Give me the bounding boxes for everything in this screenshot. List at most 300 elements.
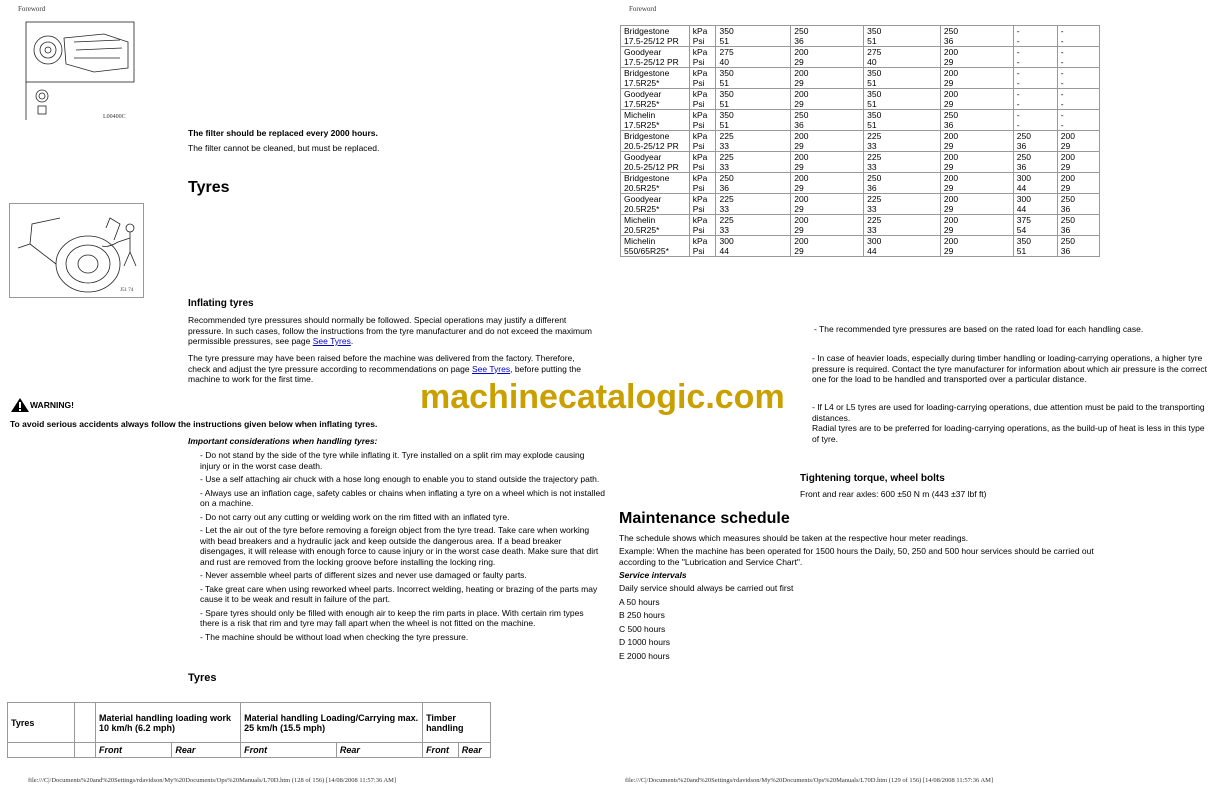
tyre-name-cell — [621, 215, 690, 236]
pressure-cell — [940, 173, 1013, 194]
tyre-name-line: Michelin — [624, 215, 656, 225]
interval-item: D 1000 hours — [619, 637, 671, 647]
inflating-tyres-heading: Inflating tyres — [188, 298, 254, 309]
interval-item: E 2000 hours — [619, 650, 670, 661]
pressure-value: 29 — [943, 225, 954, 235]
pressure-value: 36 — [1016, 141, 1027, 151]
pressure-value: 200 — [943, 236, 959, 246]
pressure-value: 200 — [943, 131, 959, 141]
pressure-value: 29 — [943, 78, 954, 88]
para2-text: The tyre pressure may have been raised before the machine was delivered from the factory. Therefore, check and adjust the tyre pressure according to recommendations on page — [188, 353, 575, 374]
pressure-value: 29 — [943, 141, 954, 151]
blank-cell — [8, 743, 75, 758]
bullet-item: - Do not stand by the side of the tyre while inflating it. Tyre installed on a split rim may explode causing injury or in the worst case death. — [200, 450, 585, 471]
col-unit — [75, 703, 96, 743]
pressure-value: 51 — [719, 120, 729, 130]
tyre-name-cell — [621, 68, 690, 89]
pressure-value: 350 — [719, 110, 734, 120]
bullet-item: - Never assemble wheel parts of different sizes and never use damaged or faulty parts. — [200, 570, 527, 580]
pressure-cell — [864, 131, 941, 152]
pressure-cell — [864, 215, 941, 236]
page-footer-right: file:///C|/Documents%20and%20Settings/rdavidson/My%20Documents/Ops%20Manuals/L70D.htm (129 of 156) [14/08/2008 11:57:36 AM] — [625, 777, 994, 784]
pressure-cell — [940, 131, 1013, 152]
pressure-value: 225 — [719, 215, 734, 225]
pressure-cell — [864, 26, 941, 47]
pressure-value: 225 — [867, 152, 882, 162]
pressure-cell — [716, 131, 791, 152]
pressure-value: 200 — [794, 215, 809, 225]
maintenance-text-1: The schedule shows which measures should be taken at the respective hour meter readings. — [619, 533, 969, 543]
pressure-value: - — [1060, 47, 1064, 57]
pressure-value: 200 — [794, 173, 809, 183]
pressure-cell — [1013, 194, 1057, 215]
pressure-value: 300 — [1016, 173, 1031, 183]
pressure-value: - — [1016, 120, 1020, 130]
pressure-value: 200 — [943, 47, 959, 57]
tyre-name-line: Bridgestone — [624, 173, 670, 183]
pressure-row — [621, 68, 1100, 89]
pressure-cell — [716, 194, 791, 215]
pressure-cell — [864, 47, 941, 68]
pressure-cell — [1013, 173, 1057, 194]
tyre-name-cell — [621, 47, 690, 68]
col-timber: Timber handling — [423, 703, 491, 743]
pressure-value: 225 — [719, 152, 734, 162]
pressure-value: 200 — [1060, 152, 1075, 162]
pressure-cell — [1013, 215, 1057, 236]
pressure-cell — [1013, 131, 1057, 152]
unit-cell — [689, 110, 716, 131]
tyre-name-line: 20.5R25* — [624, 204, 660, 214]
tyre-name-line: Bridgestone — [624, 68, 670, 78]
pressure-value: - — [1016, 47, 1020, 57]
unit-cell — [689, 236, 716, 257]
pressure-value: 275 — [867, 47, 882, 57]
pressure-cell — [1013, 152, 1057, 173]
pressure-value: 300 — [1016, 194, 1031, 204]
pressure-value: 250 — [794, 110, 809, 120]
pressure-cell — [864, 110, 941, 131]
pressure-value: 225 — [719, 194, 734, 204]
pressure-cell — [791, 152, 864, 173]
pressure-row — [621, 89, 1100, 110]
pressure-value: 51 — [867, 78, 877, 88]
pressure-cell — [791, 215, 864, 236]
pressure-cell — [1057, 152, 1099, 173]
pressure-cell — [1057, 215, 1099, 236]
pressure-value: 44 — [719, 246, 729, 256]
page-footer-left: file:///C|/Documents%20and%20Settings/rdavidson/My%20Documents/Ops%20Manuals/L70D.htm (128 of 156) [14/08/2008 11:57:36 AM] — [28, 777, 397, 784]
pressure-value: 36 — [867, 183, 877, 193]
pressure-cell — [1057, 26, 1099, 47]
pressure-cell — [1057, 194, 1099, 215]
pressure-value: 36 — [1016, 162, 1027, 172]
unit-cell — [689, 26, 716, 47]
unit-cell — [689, 68, 716, 89]
see-tyres-link-2[interactable]: See Tyres — [471, 363, 511, 374]
pressure-value: 225 — [867, 131, 882, 141]
tyre-inflation-drawing-icon — [10, 204, 143, 297]
pressure-value: 225 — [867, 194, 882, 204]
pressure-value: 350 — [719, 89, 734, 99]
front-header: Front — [96, 743, 172, 758]
pressure-value: 51 — [867, 36, 877, 46]
pressure-value: 200 — [794, 47, 809, 57]
pressure-cell — [1057, 47, 1099, 68]
col-loading: Material handling loading work 10 km/h (6.2 mph) — [96, 703, 241, 743]
pressure-value: 51 — [719, 36, 729, 46]
maintenance-text-2: Example: When the machine has been operated for 1500 hours the Daily, 50, 250 and 500 hour services should be carried out according to the "Lubrication and Service Chart". — [619, 546, 1094, 567]
pressure-value: 200 — [943, 194, 959, 204]
pressure-row — [621, 47, 1100, 68]
note-l4-l5-text: - If L4 or L5 tyres are used for loading-carrying operations, due attention must be paid to the transporting distances. — [812, 402, 1205, 423]
bullet-item: - Always use an inflation cage, safety cables or chains when inflating a tyre on a wheel which is not installed on a machine. — [200, 487, 605, 508]
unit-label: Psi — [692, 120, 705, 130]
pressure-value: - — [1060, 78, 1064, 88]
tyre-name-line: Goodyear — [624, 194, 662, 204]
tyre-name-line: 17.5R25* — [624, 120, 660, 130]
pressure-cell — [716, 26, 791, 47]
page-header-right: Foreword — [629, 5, 657, 13]
see-tyres-link-1[interactable]: See Tyres — [312, 336, 351, 346]
tyre-name-line: 20.5-25/12 PR — [624, 141, 679, 151]
considerations-heading: Important considerations when handling tyres: — [188, 436, 378, 446]
interval-item: B 250 hours — [619, 610, 665, 620]
pressure-value: - — [1016, 57, 1020, 67]
warning-block — [10, 395, 74, 413]
pressure-cell — [1013, 89, 1057, 110]
pressure-cell — [716, 68, 791, 89]
pressure-value: 33 — [867, 204, 877, 214]
pressure-cell — [791, 194, 864, 215]
pressure-value: 29 — [943, 162, 954, 172]
unit-cell — [689, 131, 716, 152]
tyre-name-cell — [621, 89, 690, 110]
pressure-cell — [1057, 131, 1099, 152]
unit-label: Psi — [692, 225, 705, 235]
front-header: Front — [241, 743, 337, 758]
pressure-cell — [940, 215, 1013, 236]
pressure-value: 350 — [867, 89, 882, 99]
tyre-name-line: 20.5-25/12 PR — [624, 162, 679, 172]
inflating-paragraph-1 — [188, 315, 598, 347]
bullet-item: - Spare tyres should only be filled with enough air to keep the rim parts in place. With certain rim types there is a risk that rim and tyre may fall apart when the wheel is not fitted on the machine. — [200, 607, 584, 628]
pressure-value: 36 — [943, 120, 954, 130]
pressure-row — [621, 110, 1100, 131]
pressure-value: 200 — [1060, 131, 1075, 141]
interval-item: A 50 hours — [619, 596, 660, 607]
tyre-name-line: Goodyear — [624, 152, 662, 162]
note-rated-load: - The recommended tyre pressures are based on the rated load for each handling case. — [814, 324, 1144, 334]
pressure-cell — [940, 152, 1013, 173]
para2-end: , before putting the machine to work for the first time. — [188, 363, 581, 384]
pressure-value: 44 — [1016, 183, 1027, 193]
pressure-cell — [1013, 26, 1057, 47]
pressure-value: 200 — [794, 89, 809, 99]
pressure-value: 40 — [867, 57, 877, 67]
para1-end: . — [350, 336, 354, 346]
pressure-value: 200 — [943, 215, 959, 225]
pressure-value: 33 — [867, 141, 877, 151]
tyre-name-line: 17.5R25* — [624, 99, 660, 109]
tyre-name-line: 17.5R25* — [624, 78, 660, 88]
para1-text: Recommended tyre pressures should normally be followed. Special operations may justify a different pressure. In such cases, follow the instructions from the tyre manufacturer and do not exceed the maximum permissible pressures, see page — [188, 315, 592, 346]
pressure-row — [621, 215, 1100, 236]
pressure-cell — [940, 68, 1013, 89]
tyres-heading: Tyres — [188, 179, 230, 196]
pressure-cell — [1057, 236, 1099, 257]
tyre-name-line: 20.5R25* — [624, 183, 660, 193]
pressure-cell — [1057, 89, 1099, 110]
torque-heading: Tightening torque, wheel bolts — [800, 473, 945, 484]
unit-label: Psi — [692, 246, 705, 256]
considerations-list — [200, 450, 605, 645]
pressure-value: 200 — [794, 236, 809, 246]
pressure-value: 33 — [719, 162, 729, 172]
pressure-value: 33 — [719, 204, 729, 214]
tyres-table — [7, 702, 491, 758]
pressure-cell — [791, 236, 864, 257]
pressure-value: 250 — [1060, 194, 1075, 204]
pressure-value: 51 — [867, 99, 877, 109]
pressure-row — [621, 194, 1100, 215]
interval-item: Daily service should always be carried out first — [619, 583, 794, 593]
pressure-value: 36 — [1060, 225, 1071, 235]
unit-cell — [689, 173, 716, 194]
unit-cell — [689, 152, 716, 173]
pressure-cell — [1013, 236, 1057, 257]
pressure-value: 36 — [794, 120, 804, 130]
pressure-cell — [716, 110, 791, 131]
pressure-cell — [791, 131, 864, 152]
pressure-row — [621, 26, 1100, 47]
warning-label: WARNING! — [30, 400, 74, 410]
watermark: machinecatalogic.com — [420, 378, 785, 416]
pressure-value: 29 — [943, 57, 954, 67]
pressure-value: 350 — [719, 68, 734, 78]
pressure-value: 250 — [1016, 131, 1031, 141]
tyre-name-line: 17.5-25/12 PR — [624, 57, 679, 67]
pressure-cell — [864, 236, 941, 257]
pressure-value: 33 — [867, 225, 877, 235]
pressure-value: - — [1060, 68, 1064, 78]
unit-label: kPa — [692, 110, 708, 120]
tyre-name-line: Bridgestone — [624, 131, 670, 141]
pressure-cell — [864, 89, 941, 110]
unit-cell — [689, 215, 716, 236]
pressure-value: 33 — [719, 141, 729, 151]
pressure-value: 51 — [1016, 246, 1027, 256]
pressure-value: - — [1060, 26, 1064, 36]
pressure-value: 29 — [794, 183, 804, 193]
pressure-cell — [940, 110, 1013, 131]
unit-label: Psi — [692, 78, 705, 88]
pressure-value: 250 — [794, 26, 809, 36]
pressure-value: - — [1016, 36, 1020, 46]
pressure-cell — [1013, 110, 1057, 131]
pressure-value: 200 — [794, 131, 809, 141]
pressure-value: - — [1060, 110, 1064, 120]
pressure-value: 350 — [1016, 236, 1031, 246]
pressure-cell — [1057, 110, 1099, 131]
pressure-value: 350 — [867, 110, 882, 120]
tyre-pressure-table — [620, 25, 1100, 257]
pressure-cell — [1057, 173, 1099, 194]
pressure-cell — [791, 173, 864, 194]
pressure-value: 350 — [867, 26, 882, 36]
pressure-row — [621, 236, 1100, 257]
warning-triangle-icon — [10, 397, 30, 413]
pressure-value: - — [1060, 120, 1064, 130]
tyre-name-line: Michelin — [624, 236, 656, 246]
pressure-cell — [716, 173, 791, 194]
unit-label: Psi — [692, 141, 705, 151]
pressure-value: - — [1016, 78, 1020, 88]
tyre-name-line: Michelin — [624, 110, 656, 120]
pressure-value: - — [1016, 110, 1020, 120]
unit-label: kPa — [692, 236, 708, 246]
pressure-cell — [864, 68, 941, 89]
pressure-value: 54 — [1016, 225, 1027, 235]
figure-id-b: J51 74 — [120, 288, 134, 293]
pressure-value: 29 — [794, 78, 804, 88]
unit-label: Psi — [692, 57, 705, 67]
pressure-value: 51 — [867, 120, 877, 130]
bullet-item: - Use a self attaching air chuck with a hose long enough to enable you to stand outside the trajectory path. — [200, 474, 600, 484]
pressure-value: 200 — [943, 152, 959, 162]
pressure-value: 350 — [719, 26, 734, 36]
pressure-value: 300 — [867, 236, 882, 246]
pressure-row — [621, 131, 1100, 152]
unit-cell — [689, 194, 716, 215]
note-radial-text: Radial tyres are to be preferred for loading-carrying operations, as the build-up of heat is less in this type of tyre. — [812, 423, 1205, 444]
unit-cell — [689, 89, 716, 110]
unit-label: kPa — [692, 68, 708, 78]
pressure-value: 225 — [867, 215, 882, 225]
page-header-left: Foreword — [18, 5, 46, 13]
filter-illustration — [24, 20, 136, 124]
pressure-value: 36 — [794, 36, 804, 46]
pressure-value: - — [1060, 57, 1064, 67]
tyre-name-cell — [621, 236, 690, 257]
pressure-value: 51 — [719, 78, 729, 88]
tyre-name-cell — [621, 152, 690, 173]
pressure-cell — [1057, 68, 1099, 89]
pressure-value: - — [1060, 99, 1064, 109]
warning-text: To avoid serious accidents always follow the instructions given below when inflating tyres. — [10, 419, 378, 429]
pressure-value: 275 — [719, 47, 734, 57]
tyre-name-line: 550/65R25* — [624, 246, 669, 256]
col-carrying: Material handling Loading/Carrying max. 25 km/h (15.5 mph) — [241, 703, 423, 743]
figure-id-a: L00400C — [103, 114, 126, 120]
pressure-value: 36 — [719, 183, 729, 193]
pressure-value: 200 — [943, 89, 959, 99]
filter-clean-note: The filter cannot be cleaned, but must be replaced. — [188, 143, 380, 153]
pressure-value: 40 — [719, 57, 729, 67]
pressure-value: 33 — [719, 225, 729, 235]
pressure-cell — [940, 194, 1013, 215]
pressure-value: 250 — [719, 173, 734, 183]
pressure-value: 29 — [794, 162, 804, 172]
unit-cell — [689, 47, 716, 68]
rear-header: Rear — [336, 743, 422, 758]
pressure-value: 29 — [794, 246, 804, 256]
pressure-value: 29 — [943, 99, 954, 109]
bullet-item: - The machine should be without load when checking the tyre pressure. — [200, 631, 469, 642]
pressure-value: 29 — [943, 183, 954, 193]
pressure-cell — [1013, 47, 1057, 68]
pressure-value: 33 — [867, 162, 877, 172]
bullet-item: - Take great care when using reworked wheel parts. Incorrect welding, heating or brazing of the parts may cause it to be weak and result in failure of the part. — [200, 583, 598, 604]
front-header: Front — [423, 743, 459, 758]
unit-label: kPa — [692, 47, 708, 57]
tyre-name-line: Goodyear — [624, 47, 662, 57]
pressure-value: 29 — [794, 204, 804, 214]
tyre-name-cell — [621, 131, 690, 152]
pressure-cell — [791, 47, 864, 68]
pressure-value: 225 — [719, 131, 734, 141]
pressure-value: 36 — [1060, 204, 1071, 214]
pressure-cell — [940, 47, 1013, 68]
pressure-cell — [791, 26, 864, 47]
filter-replace-note: The filter should be replaced every 2000 hours. — [188, 128, 378, 138]
unit-label: Psi — [692, 204, 705, 214]
pressure-cell — [940, 236, 1013, 257]
unit-label: kPa — [692, 215, 708, 225]
service-intervals-heading: Service intervals — [619, 570, 687, 580]
pressure-value: 44 — [1016, 204, 1027, 214]
pressure-value: - — [1016, 99, 1020, 109]
unit-label: kPa — [692, 152, 708, 162]
blank-cell — [75, 743, 96, 758]
pressure-value: - — [1016, 26, 1020, 36]
tyre-name-line: 17.5-25/12 PR — [624, 36, 679, 46]
pressure-cell — [1013, 68, 1057, 89]
pressure-value: 250 — [943, 110, 959, 120]
tyre-name-cell — [621, 110, 690, 131]
bullet-item: - Do not carry out any cutting or welding work on the rim fitted with an inflated tyre. — [200, 511, 510, 522]
pressure-value: 29 — [1060, 141, 1071, 151]
bullet-item: - Let the air out of the tyre before removing a foreign object from the tyre tread. Take care when working with bead breakers and a hydraulic jack and keep outside the dangerous area. If a bead breaker disengages, it will release with enough force to cause injury or in the worst case death. Make sure that dirt and rust are removed from the locking groove before installing the locking ring. — [200, 525, 599, 567]
pressure-value: - — [1016, 89, 1020, 99]
pressure-value: - — [1060, 89, 1064, 99]
pressure-value: 250 — [1060, 215, 1075, 225]
tyre-name-cell — [621, 194, 690, 215]
tyre-name-cell — [621, 26, 690, 47]
unit-label: kPa — [692, 89, 708, 99]
torque-text: Front and rear axles: 600 ±50 N m (443 ±37 lbf ft) — [800, 489, 987, 499]
pressure-value: 29 — [1060, 162, 1071, 172]
pressure-value: 350 — [867, 68, 882, 78]
pressure-cell — [716, 236, 791, 257]
unit-label: Psi — [692, 99, 705, 109]
pressure-cell — [791, 89, 864, 110]
pressure-cell — [864, 194, 941, 215]
unit-label: kPa — [692, 194, 708, 204]
note-l4-l5 — [812, 402, 1208, 444]
pressure-value: 200 — [943, 173, 959, 183]
pressure-value: 29 — [943, 246, 954, 256]
pressure-value: 200 — [794, 194, 809, 204]
pressure-value: 250 — [1016, 152, 1031, 162]
unit-label: kPa — [692, 26, 708, 36]
pressure-value: 29 — [1060, 183, 1071, 193]
pressure-cell — [716, 215, 791, 236]
unit-label: Psi — [692, 36, 705, 46]
tyre-name-line: Goodyear — [624, 89, 662, 99]
pressure-value: 36 — [943, 36, 954, 46]
pressure-cell — [716, 152, 791, 173]
